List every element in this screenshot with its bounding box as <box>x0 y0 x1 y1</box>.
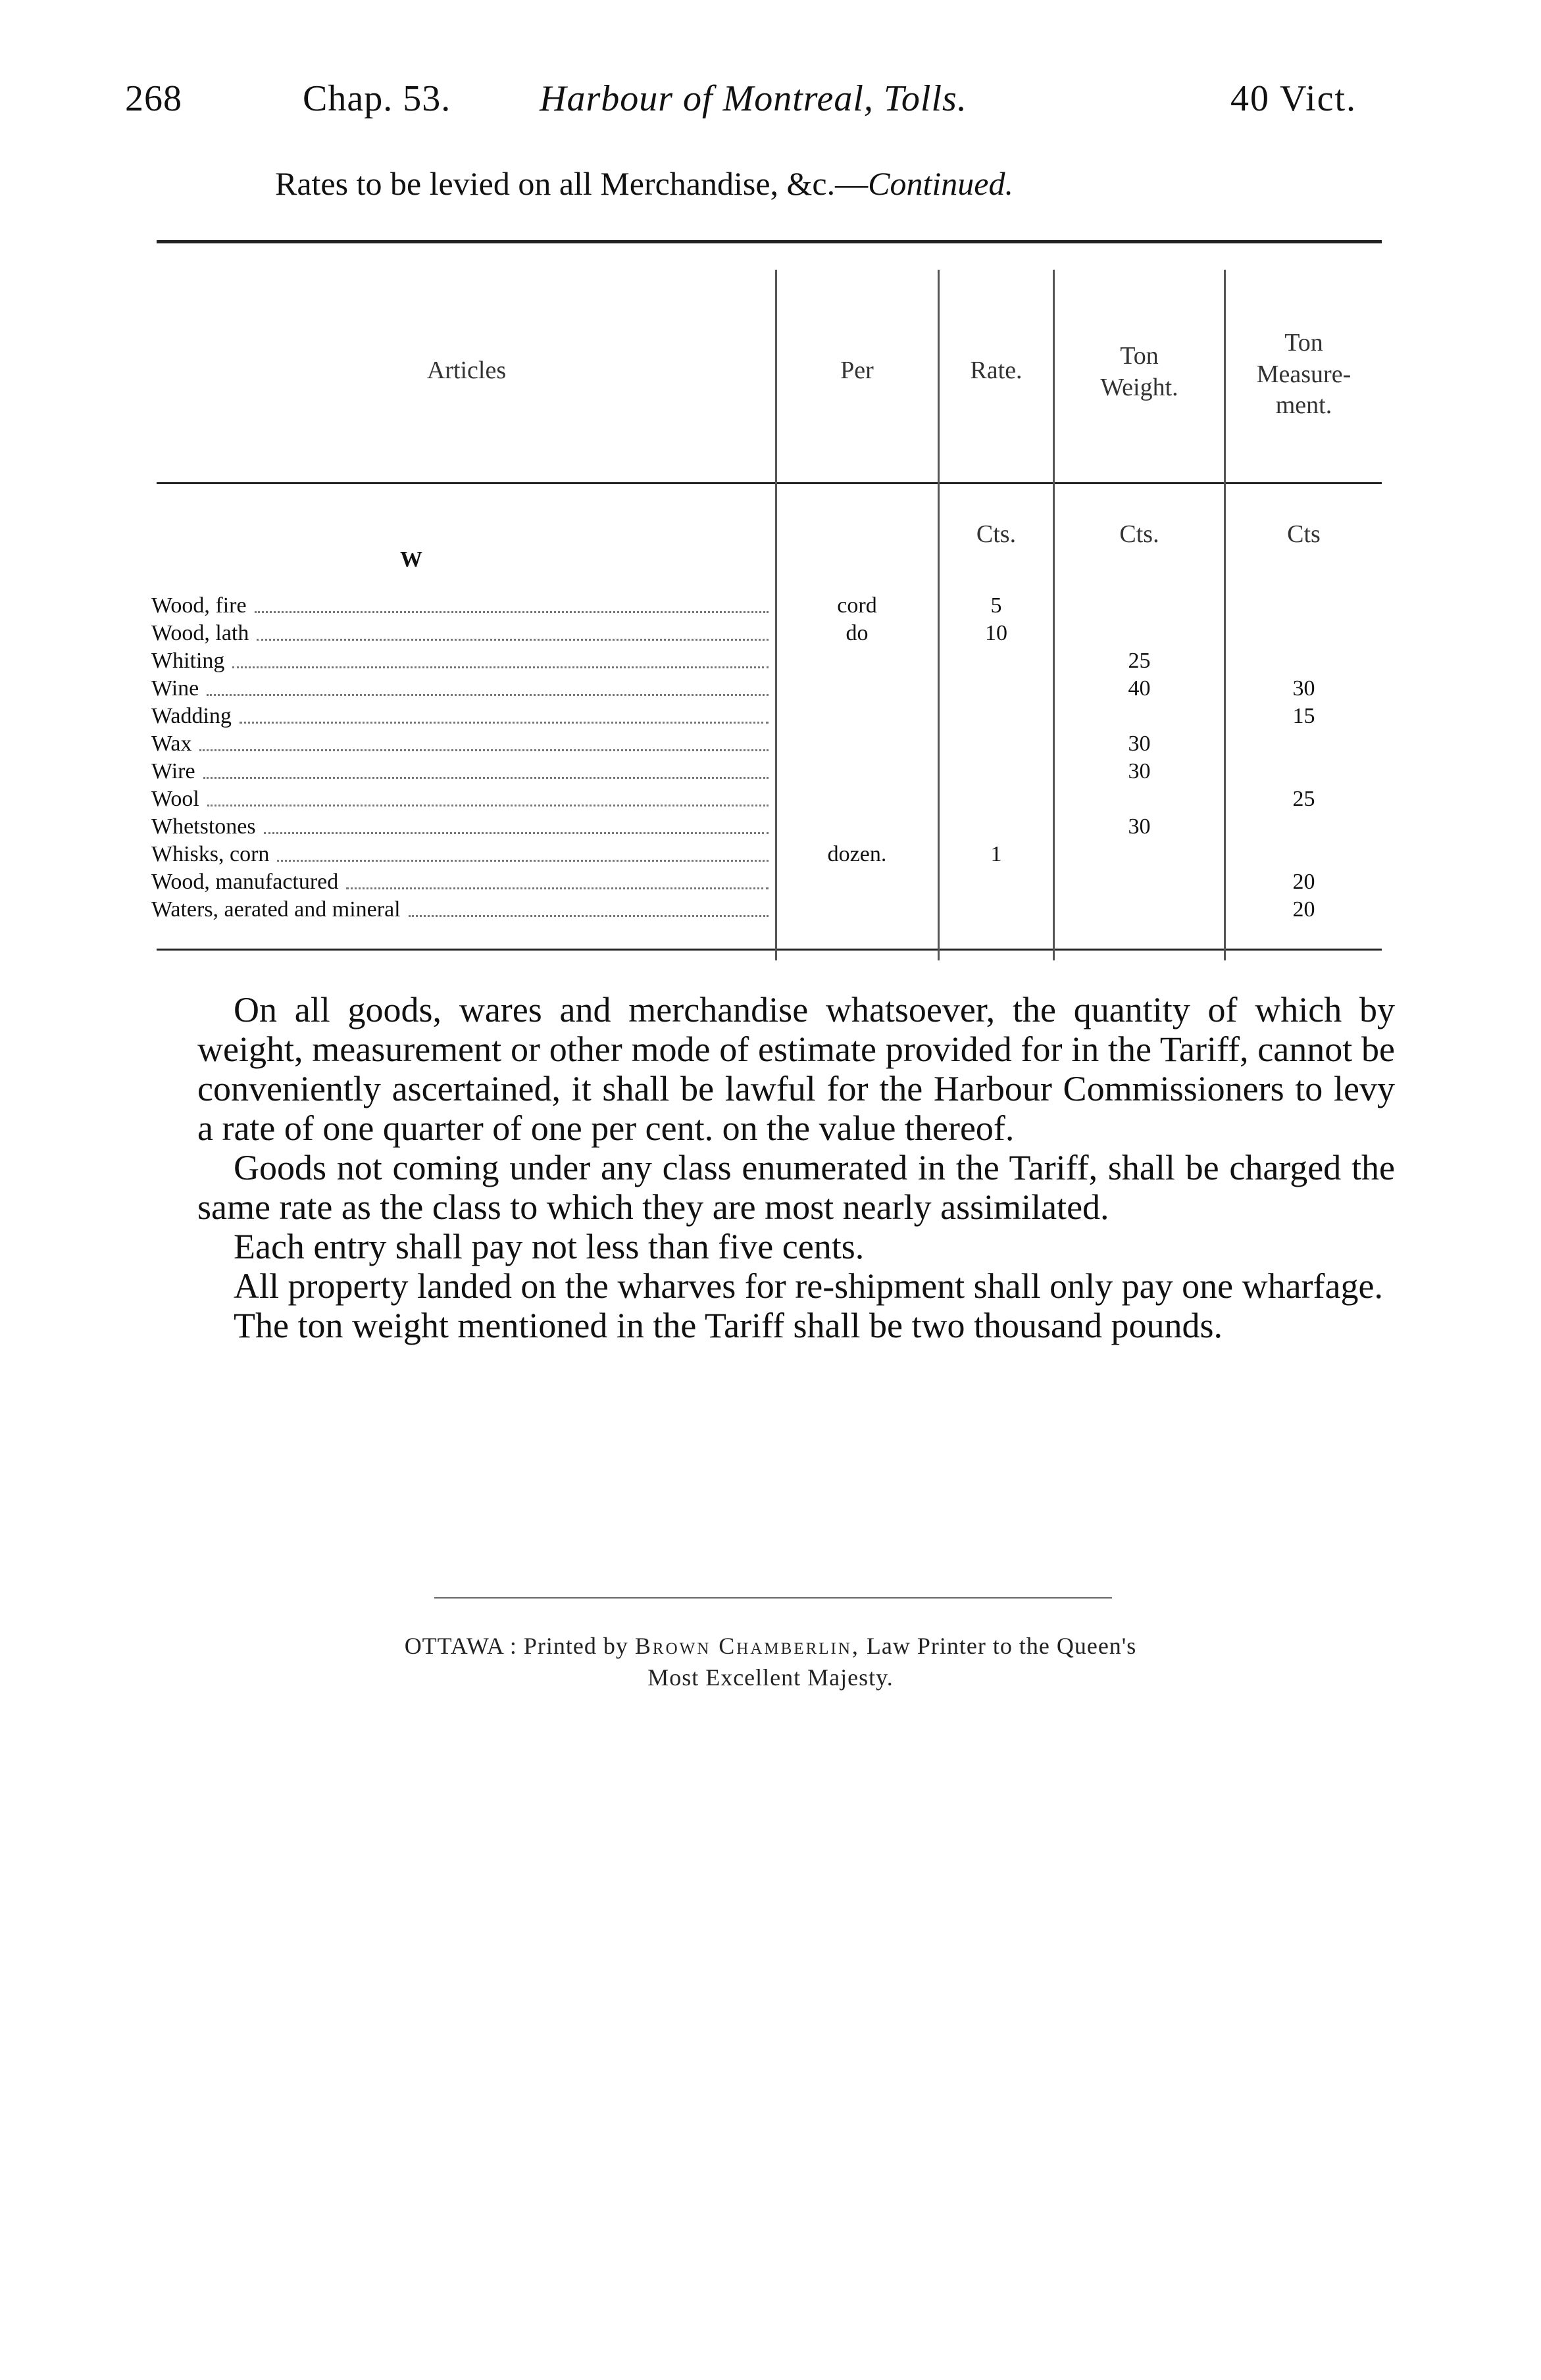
article-name: Wood, fire <box>151 593 247 618</box>
table-row <box>151 731 1382 758</box>
header-ton-weight-line2: Weight. <box>1100 373 1178 401</box>
table-bottom-rule <box>157 949 1382 951</box>
table-row <box>151 842 1382 868</box>
paragraph: All property landed on the wharves for re-shipment shall only pay one wharfage. <box>234 1266 1383 1306</box>
leader-dots <box>409 915 769 917</box>
caption-text: Rates to be levied on all Merchandise, &c.— <box>275 165 869 202</box>
regnal-year: 40 Vict. <box>1230 78 1357 119</box>
table-row <box>151 676 1382 703</box>
leader-dots <box>264 832 769 834</box>
page-number: 268 <box>125 78 182 119</box>
imprint-place: OTTAWA : <box>404 1633 517 1659</box>
cell-ton-measure: 15 <box>1292 704 1315 728</box>
article-name: Wood, manufactured <box>151 870 339 894</box>
leader-dots <box>232 666 769 668</box>
article-name: Wool <box>151 787 199 811</box>
cell-rate: 1 <box>990 842 1002 866</box>
table-row <box>151 759 1382 785</box>
leader-dots <box>240 722 769 724</box>
table-row <box>151 704 1382 730</box>
header-bottom-rule <box>157 482 1382 484</box>
leader-dots <box>199 749 769 751</box>
paragraph: Each entry shall pay not less than five cents. <box>234 1227 865 1266</box>
imprint-printer: Brown Chamberlin, <box>634 1633 860 1659</box>
paragraph: Goods not coming under any class enumerated in the Tariff, shall be charged the same rate as the class to which they are most nearly assimilated. <box>197 1148 1395 1227</box>
table-row <box>151 814 1382 841</box>
cell-per: do <box>846 621 869 645</box>
header-per: Per <box>840 357 874 384</box>
table-row <box>151 593 1382 620</box>
header-ton-measure-line3: ment. <box>1275 391 1332 419</box>
leader-dots <box>203 777 769 779</box>
cell-ton-weight: 30 <box>1128 731 1151 756</box>
cell-ton-measure: 30 <box>1292 676 1315 701</box>
header-articles: Articles <box>426 357 507 384</box>
article-name: Wine <box>151 676 199 701</box>
cell-ton-weight: 30 <box>1128 814 1151 839</box>
table-row <box>151 787 1382 813</box>
header-ton-measure-line1: Ton <box>1284 329 1323 357</box>
unit-rate: Cts. <box>976 520 1017 548</box>
article-name: Waters, aerated and mineral <box>151 897 401 922</box>
chapter-heading: Chap. 53. <box>303 78 451 119</box>
cell-ton-measure: 20 <box>1292 870 1315 894</box>
cell-rate: 10 <box>985 621 1007 645</box>
article-name: Whiting <box>151 649 225 673</box>
section-letter: W <box>400 547 422 572</box>
leader-dots <box>346 887 769 889</box>
caption-continued: Continued. <box>868 165 1013 202</box>
imprint-printed-by: Printed by <box>523 1633 628 1659</box>
article-name: Wood, lath <box>151 621 249 645</box>
table-row <box>151 621 1382 647</box>
cell-ton-measure: 25 <box>1292 787 1315 811</box>
table-row <box>151 870 1382 896</box>
cell-ton-weight: 25 <box>1128 649 1151 673</box>
leader-dots <box>257 639 769 641</box>
cell-ton-weight: 40 <box>1128 676 1151 701</box>
paragraph: On all goods, wares and merchandise whatsoever, the quantity of which by weight, measurement or other mode of estimate provided for in the Tariff, cannot be conveniently ascertained, it shall be lawful for the Harbour Commissioners to levy a rate of one quarter of one per cent. on the value thereof. <box>197 990 1395 1148</box>
table-row <box>151 649 1382 675</box>
article-name: Wadding <box>151 704 232 728</box>
leader-dots <box>207 805 769 806</box>
imprint-printer-title: Law Printer to the Queen's <box>866 1633 1137 1659</box>
unit-ton-measure: Cts <box>1287 520 1321 548</box>
article-name: Wax <box>151 731 192 756</box>
table-caption <box>275 164 1013 203</box>
article-name: Wire <box>151 759 195 783</box>
leader-dots <box>277 860 769 862</box>
cell-ton-measure: 20 <box>1292 897 1315 922</box>
unit-ton-weight: Cts. <box>1119 520 1159 548</box>
body-text <box>197 990 1395 1345</box>
header-ton-weight <box>1055 341 1224 403</box>
running-title: Harbour of Montreal, Tolls. <box>540 78 967 119</box>
header-ton-measurement <box>1226 328 1382 422</box>
cell-ton-weight: 30 <box>1128 759 1151 783</box>
imprint-line-2: Most Excellent Majesty. <box>647 1664 894 1691</box>
cell-per: cord <box>837 593 877 618</box>
article-name: Whisks, corn <box>151 842 270 866</box>
footer-rule <box>434 1597 1112 1599</box>
article-name: Whetstones <box>151 814 256 839</box>
header-rate: Rate. <box>970 357 1023 384</box>
leader-dots <box>255 611 769 613</box>
cell-rate: 5 <box>990 593 1002 618</box>
imprint-line-1 <box>0 1630 1541 1662</box>
table-top-rule <box>157 240 1382 243</box>
cell-per: dozen. <box>827 842 887 866</box>
paragraph: The ton weight mentioned in the Tariff shall be two thousand pounds. <box>234 1306 1223 1345</box>
header-ton-measure-line2: Measure- <box>1256 360 1352 388</box>
header-ton-weight-line1: Ton <box>1120 342 1159 370</box>
leader-dots <box>207 694 769 696</box>
printer-imprint <box>0 1630 1541 1693</box>
table-row <box>151 897 1382 924</box>
